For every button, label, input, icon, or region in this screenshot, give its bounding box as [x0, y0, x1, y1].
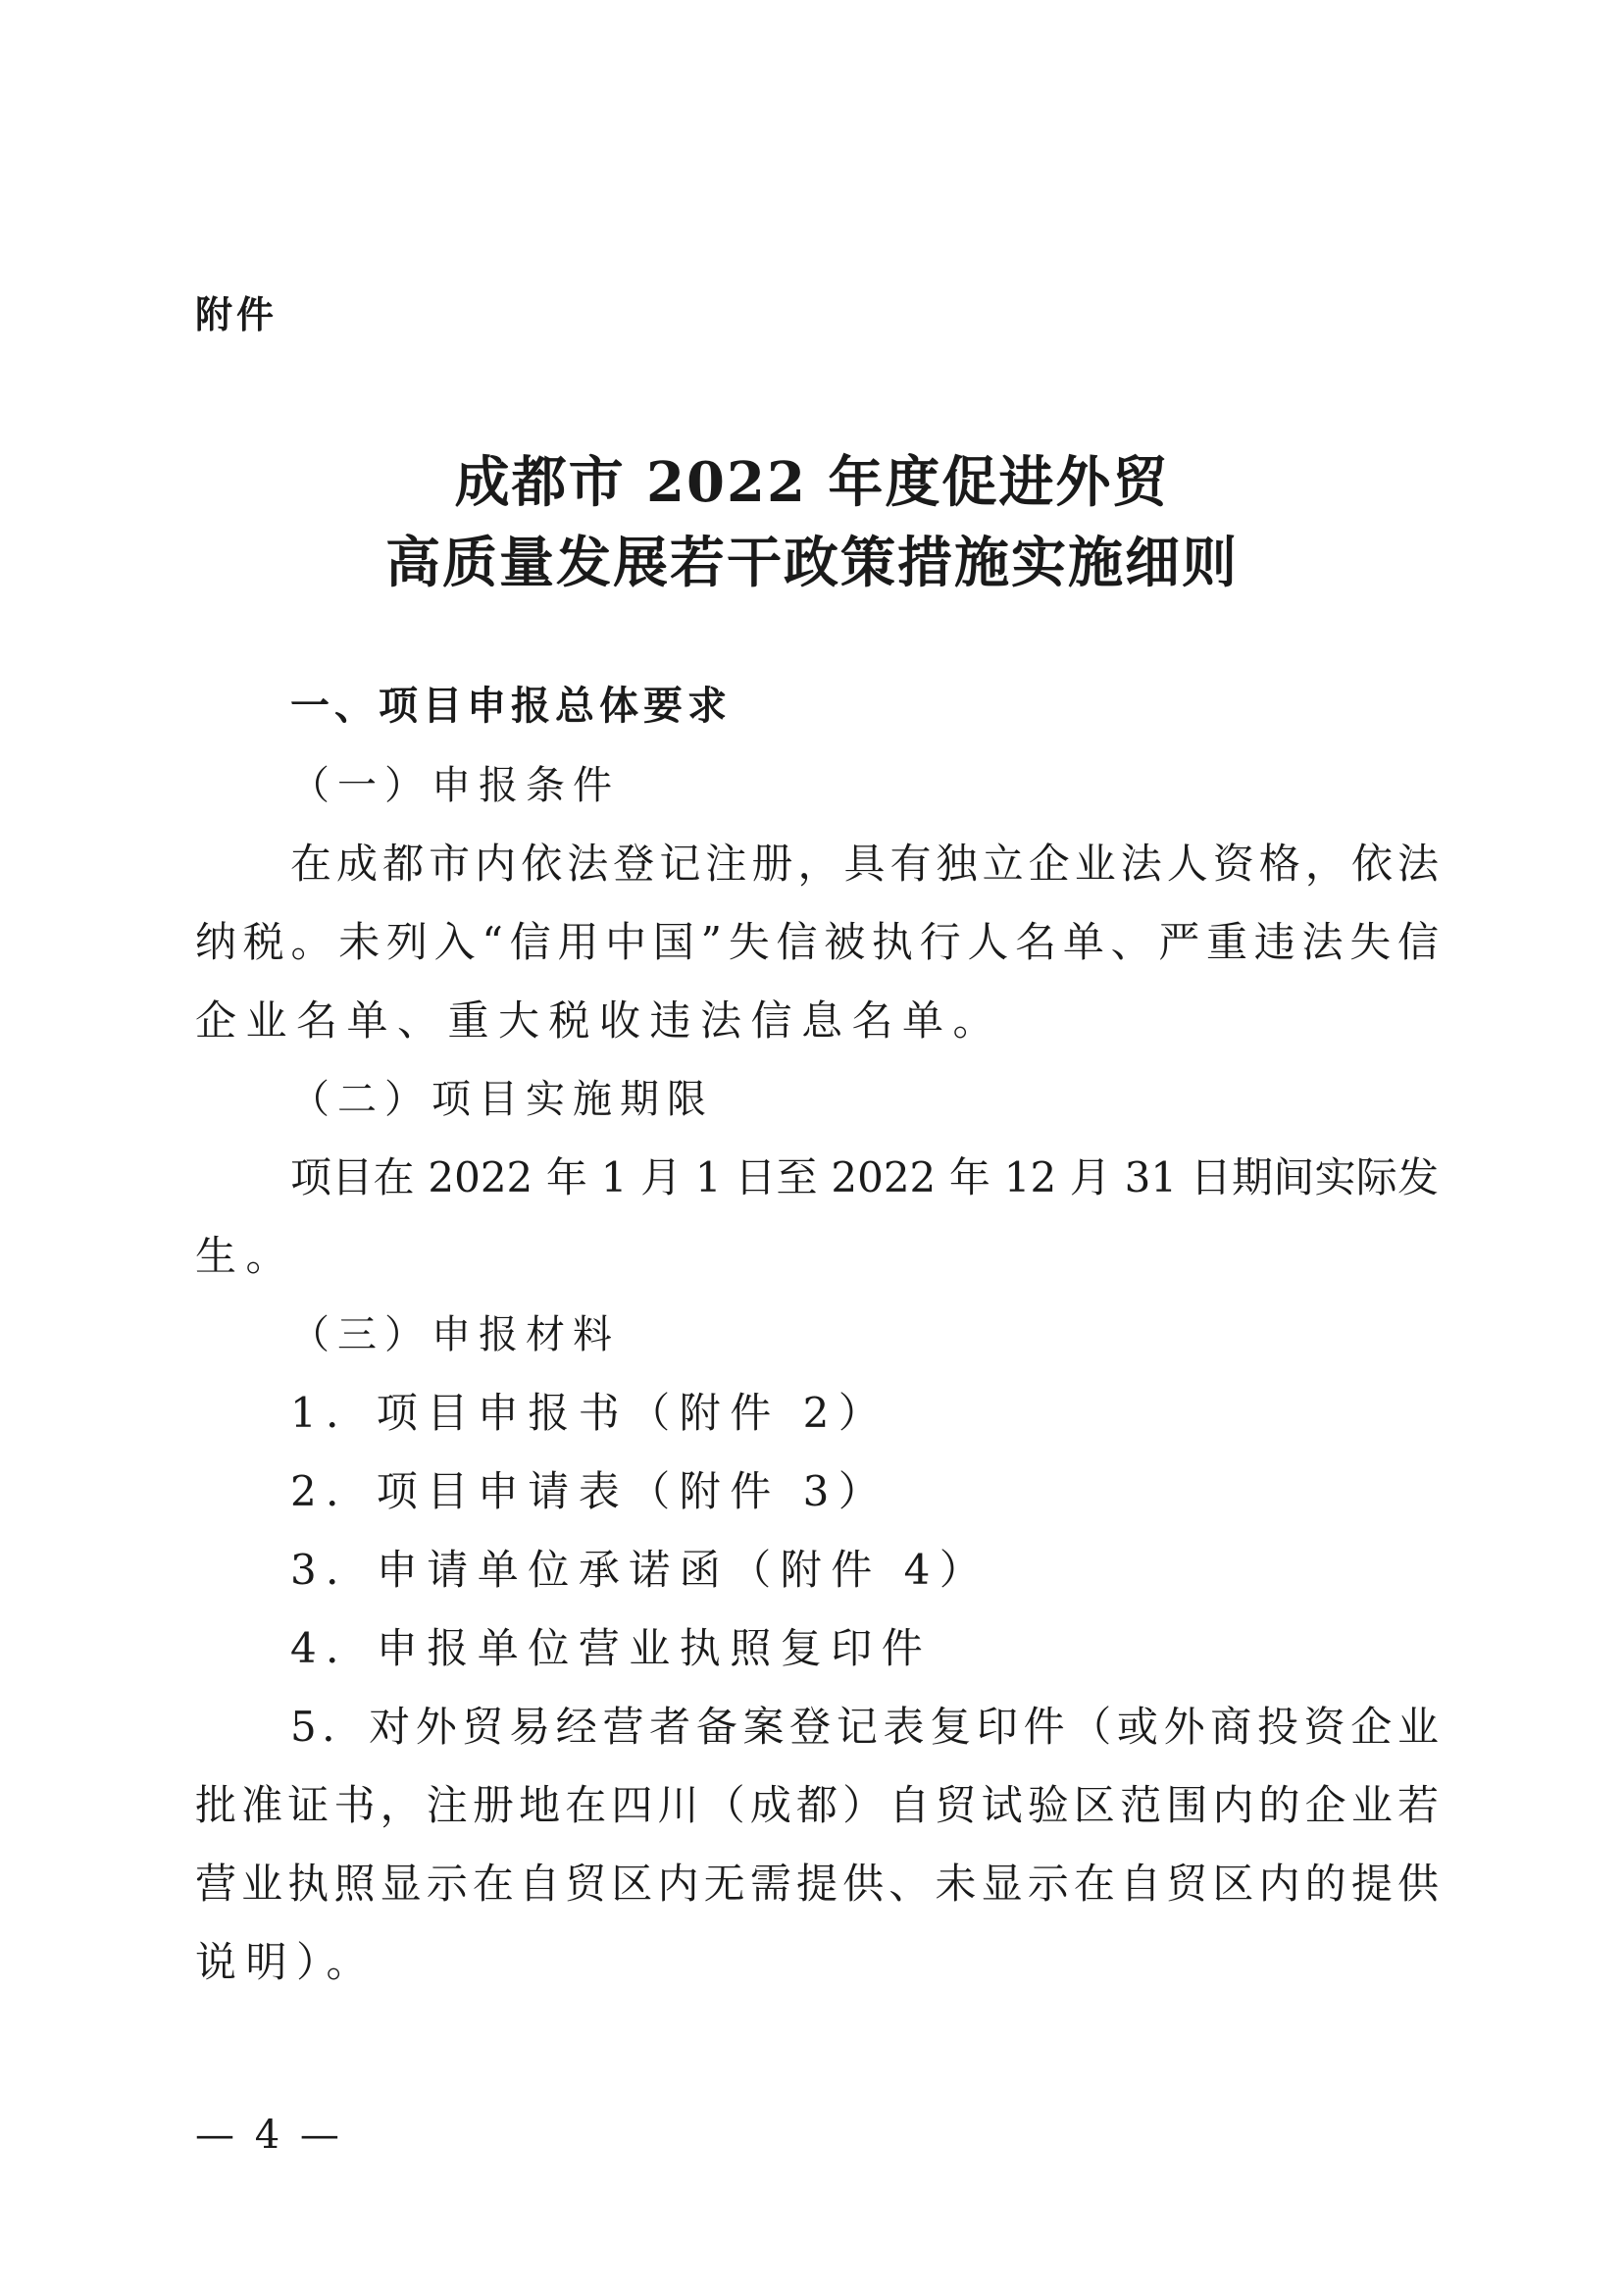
page-number: — 4 — — [195, 2113, 343, 2158]
paragraph-line: 生。 — [195, 1232, 297, 1280]
material-item-5-line: 说明）。 — [195, 1938, 378, 1986]
document-title-line-1: 成都市 2022 年度促进外贸 — [454, 450, 1170, 515]
attachment-label: 附件 — [195, 293, 279, 336]
material-item-3: 3．申请单位承诺函（附件 4） — [290, 1546, 990, 1594]
material-item-2: 2．项目申请表（附件 3） — [290, 1467, 889, 1515]
subsection-heading-2: （二）项目实施期限 — [290, 1077, 714, 1122]
paragraph-line: 在成都市内依法登记注册，具有独立企业法人资格，依法 — [290, 840, 1439, 888]
subsection-heading-1: （一）申报条件 — [290, 763, 620, 808]
paragraph-line: 项目在 2022 年 1 月 1 日至 2022 年 12 月 31 日期间实际发 — [290, 1153, 1439, 1201]
material-item-5-line: 5．对外贸易经营者备案登记表复印件（或外商投资企业 — [290, 1703, 1439, 1751]
section-heading-1: 一、项目申报总体要求 — [290, 684, 732, 729]
material-item-4: 4．申报单位营业执照复印件 — [290, 1624, 933, 1672]
material-item-5-line: 批准证书，注册地在四川（成都）自贸试验区范围内的企业若 — [195, 1781, 1439, 1829]
subsection-heading-3: （三）申报材料 — [290, 1312, 620, 1357]
material-item-5-line: 营业执照显示在自贸区内无需提供、未显示在自贸区内的提供 — [195, 1860, 1439, 1908]
paragraph-line: 纳税。未列入“信用中国”失信被执行人名单、严重违法失信 — [195, 918, 1439, 966]
paragraph-line: 企业名单、重大税收违法信息名单。 — [195, 996, 1004, 1045]
material-item-1: 1．项目申报书（附件 2） — [290, 1389, 889, 1437]
document-title-line-2: 高质量发展若干政策措施实施细则 — [385, 531, 1239, 595]
